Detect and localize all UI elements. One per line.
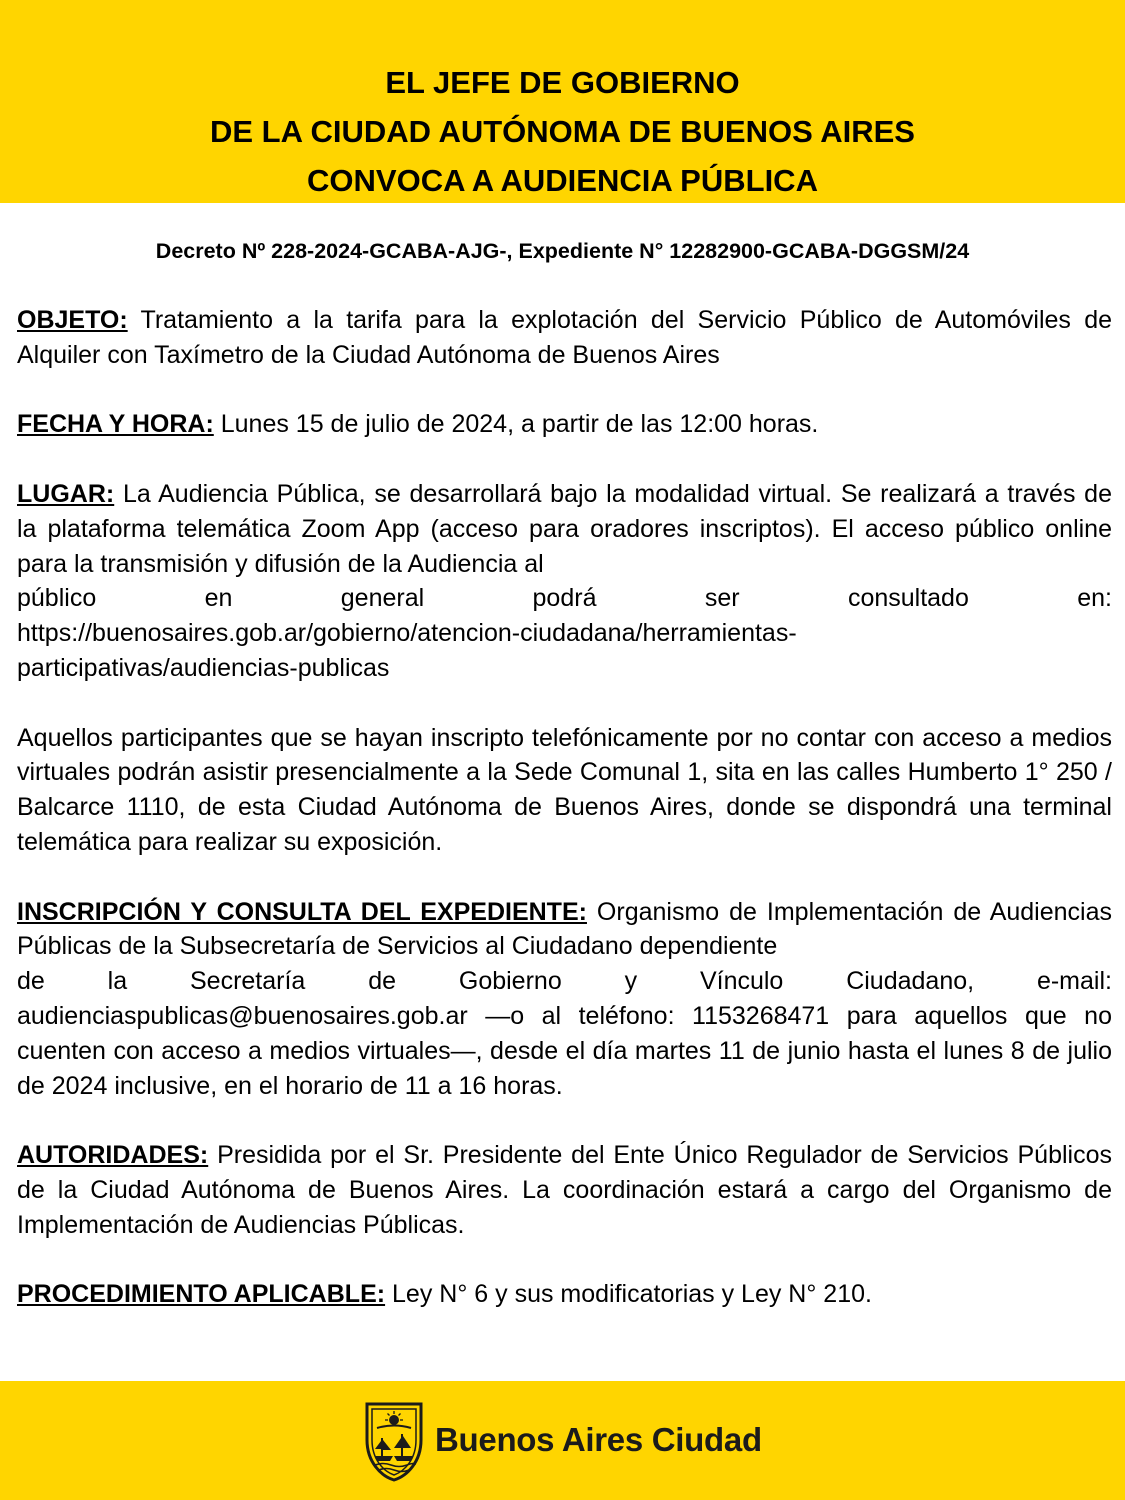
spread-word: público (17, 584, 97, 613)
spread-word: Gobierno (458, 967, 562, 996)
lugar-url-line-1: https://buenosaires.gob.ar/gobierno/atencion-ciudadana/herramientas- (17, 619, 797, 648)
spread-word: de (17, 967, 45, 996)
section-fecha-hora (17, 407, 1112, 442)
lugar-url-line-2: participativas/audiencias-publicas (17, 653, 390, 682)
fecha-label: FECHA Y HORA: (17, 410, 214, 439)
spread-word: de (368, 967, 397, 996)
spread-word: la (107, 967, 128, 996)
spread-word: podrá (532, 584, 597, 613)
section-presencial (17, 721, 1112, 860)
buenos-aires-ciudad-logo (363, 1398, 762, 1482)
section-procedimiento (17, 1277, 1112, 1312)
procedimiento-text: Ley N° 6 y sus modificatorias y Ley N° 210. (392, 1280, 872, 1309)
spread-word: en (204, 584, 233, 613)
spread-word: y (624, 967, 638, 996)
spread-word: general (340, 584, 425, 613)
title-line-1: EL JEFE DE GOBIERNO (385, 65, 740, 100)
fecha-text: Lunes 15 de julio de 2024, a partir de las 12:00 horas. (220, 410, 819, 439)
document-body (17, 303, 1112, 1347)
city-coat-of-arms-icon (363, 1398, 425, 1482)
spread-word: ser (704, 584, 740, 613)
page-title (0, 58, 1125, 205)
procedimiento-label: PROCEDIMIENTO APLICABLE: (17, 1280, 386, 1309)
section-autoridades (17, 1138, 1112, 1242)
spread-word: Ciudadano, (846, 967, 975, 996)
section-objeto (17, 303, 1112, 373)
lugar-label: LUGAR: (17, 479, 115, 508)
autoridades-label: AUTORIDADES: (17, 1141, 209, 1170)
title-line-2: DE LA CIUDAD AUTÓNOMA DE BUENOS AIRES (210, 114, 915, 149)
inscripcion-text-2: audienciaspublicas@buenosaires.gob.ar —o al teléfono: 1153268471 para aquellos que no cuenten con acceso a medios virtuales—, desde el día martes 11 de junio hasta el lunes 8 de julio de 2024 inclusive, en el horario de 11 a 16 horas. (17, 1001, 1112, 1100)
section-inscripcion (17, 895, 1112, 1104)
logo-wordmark: Buenos Aires Ciudad (435, 1421, 762, 1458)
spread-word: consultado (847, 584, 969, 613)
lugar-text: La Audiencia Pública, se desarrollará bajo la modalidad virtual. Se realizará a través de la plataforma telemática Zoom App (acceso para oradores inscriptos). El acceso público online para la transmisión y difusión de la Audiencia al (17, 479, 1112, 578)
objeto-label: OBJETO: (17, 306, 128, 334)
lugar-spread-line (17, 581, 1112, 616)
title-line-3: CONVOCA A AUDIENCIA PÚBLICA (307, 163, 818, 198)
section-lugar (17, 477, 1112, 686)
autoridades-text: Presidida por el Sr. Presidente del Ente Único Regulador de Servicios Públicos de la Ciudad Autónoma de Buenos Aires. La coordinación estará a cargo del Organismo de Implementación de Audiencias Públicas. (17, 1141, 1112, 1239)
spread-word: e-mail: (1036, 967, 1112, 996)
decree-reference: Decreto Nº 228-2024-GCABA-AJG-, Expediente N° 12282900-GCABA-DGGSM/24 (155, 239, 970, 263)
inscripcion-label: INSCRIPCIÓN Y CONSULTA DEL EXPEDIENTE: (17, 897, 587, 926)
inscripcion-spread-line (17, 964, 1112, 999)
inscripcion-text-1: Organismo de Implementación de Audiencias Públicas de la Subsecretaría de Servicios al Ciudadano dependiente (17, 897, 1112, 961)
spread-word: Secretaría (190, 967, 306, 996)
objeto-text: Tratamiento a la tarifa para la explotación del Servicio Público de Automóviles de Alquiler con Taxímetro de la Ciudad Autónoma de Buenos Aires (17, 306, 1112, 369)
spread-word: en: (1077, 584, 1112, 613)
presencial-text: Aquellos participantes que se hayan inscripto telefónicamente por no contar con acceso a medios virtuales podrán asistir presencialmente a la Sede Comunal 1, sita en las calles Humberto 1° 250 / Balcarce 1110, de esta Ciudad Autónoma de Buenos Aires, donde se dispondrá una terminal telemática para realizar su exposición. (17, 723, 1112, 856)
spread-word: Vínculo (699, 967, 784, 996)
